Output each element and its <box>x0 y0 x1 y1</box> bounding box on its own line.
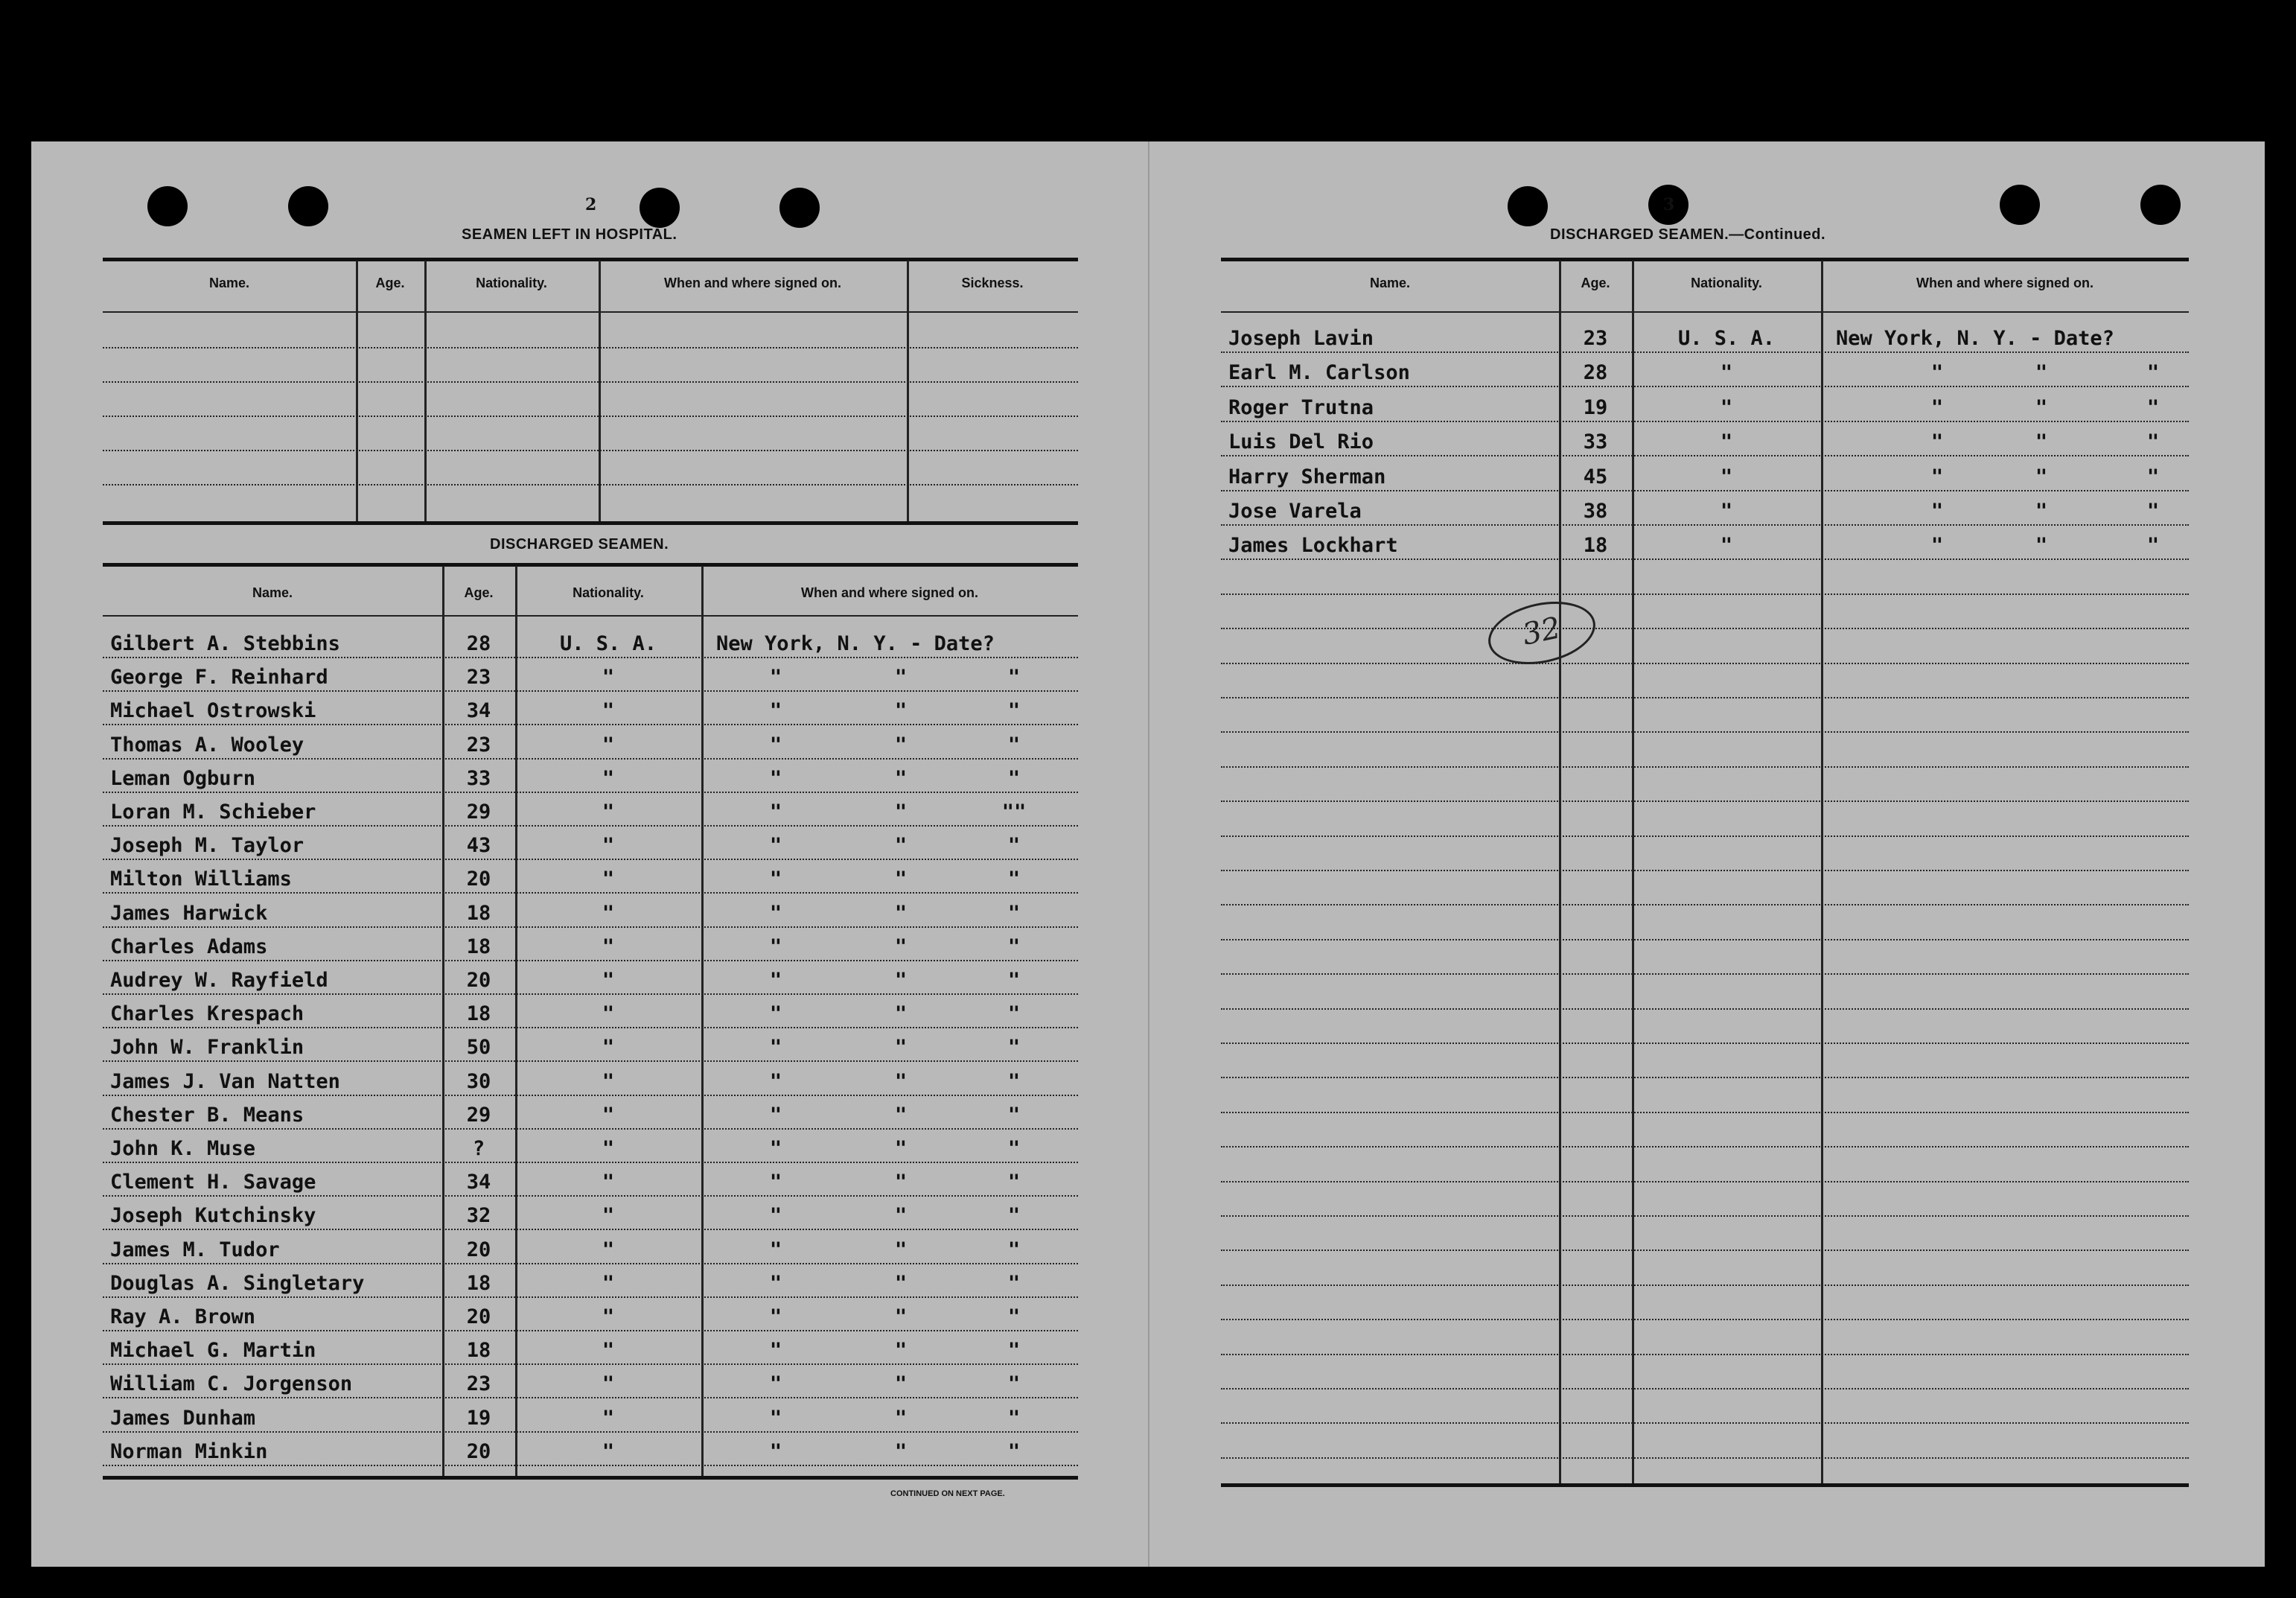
signed-on-ditto: " <box>894 901 908 925</box>
signed-on-ditto: " <box>1007 1271 1021 1295</box>
punch-hole <box>779 188 820 228</box>
table-row-blank <box>1221 1388 2189 1390</box>
seaman-nationality: " <box>1720 534 1733 558</box>
signed-on-ditto: " <box>894 1069 908 1093</box>
table-rule <box>1221 1483 2189 1487</box>
signed-on-ditto: " <box>1930 395 1944 419</box>
signed-on-ditto: " <box>2146 361 2160 385</box>
signed-on-ditto: " <box>769 666 782 690</box>
signed-on: New York, N. Y. - Date? <box>1836 327 2114 350</box>
seaman-name: Douglas A. Singletary <box>110 1271 365 1295</box>
signed-on-ditto: " <box>1007 1204 1021 1228</box>
table-rule <box>103 563 1078 567</box>
row-rule <box>103 1229 1078 1230</box>
continued-note: CONTINUED ON NEXT PAGE. <box>890 1489 1005 1498</box>
signed-on-ditto: " <box>769 901 782 925</box>
signed-on-ditto: " <box>769 1002 782 1026</box>
table-row-blank <box>1221 663 2189 664</box>
table-row-blank <box>1221 1008 2189 1010</box>
signed-on-ditto: " <box>1007 733 1021 757</box>
seaman-name: Luis Del Rio <box>1228 430 1374 454</box>
table-row-blank <box>1221 1146 2189 1147</box>
row-rule <box>103 724 1078 725</box>
row-rule <box>103 1363 1078 1365</box>
row-rule <box>103 1397 1078 1398</box>
table-row-blank <box>1221 1250 2189 1251</box>
table-rule <box>103 311 1078 313</box>
signed-on-ditto: " <box>769 1406 782 1430</box>
signed-on-ditto: " <box>769 1069 782 1093</box>
signed-on-ditto: " <box>769 1305 782 1328</box>
row-rule <box>103 859 1078 860</box>
page-number: 2 <box>585 195 597 214</box>
signed-on-ditto: " <box>769 733 782 757</box>
table-row-blank <box>1221 1285 2189 1286</box>
signed-on-ditto: " <box>1007 969 1021 992</box>
seaman-nationality: " <box>602 969 615 992</box>
signed-on-ditto: " <box>1007 868 1021 891</box>
seaman-age: 23 <box>466 733 491 757</box>
table-row-blank <box>1221 1215 2189 1217</box>
signed-on-ditto: " <box>894 733 908 757</box>
seaman-name: Michael Ostrowski <box>110 699 316 723</box>
seaman-nationality: U. S. A. <box>559 632 657 655</box>
seaman-name: Milton Williams <box>110 868 292 891</box>
table-row-blank <box>1221 628 2189 629</box>
row-rule <box>103 1027 1078 1028</box>
seaman-age: 20 <box>466 1305 491 1328</box>
row-rule <box>103 993 1078 995</box>
punch-hole <box>2140 185 2181 225</box>
punch-hole <box>2000 185 2040 225</box>
seaman-nationality: " <box>602 1439 615 1463</box>
seaman-age: 18 <box>466 901 491 925</box>
seaman-age: 23 <box>466 666 491 690</box>
seaman-age: 20 <box>466 1439 491 1463</box>
seaman-age: 19 <box>1583 395 1608 419</box>
signed-on-ditto: " <box>1007 1305 1021 1328</box>
seaman-name: Michael G. Martin <box>110 1339 316 1363</box>
signed-on-ditto: " <box>894 1137 908 1160</box>
seaman-name: Harry Sherman <box>1228 465 1386 488</box>
seaman-age: 30 <box>466 1069 491 1093</box>
signed-on-ditto: " <box>769 1339 782 1363</box>
signed-on-ditto: " <box>894 1103 908 1127</box>
seaman-nationality: " <box>602 800 615 824</box>
signed-on-ditto: " <box>769 1171 782 1194</box>
seaman-age: 50 <box>466 1036 491 1060</box>
seaman-nationality: " <box>1720 361 1733 385</box>
signed-on-ditto: " <box>1007 935 1021 958</box>
seaman-name: Leman Ogburn <box>110 766 256 790</box>
signed-on-ditto: " <box>894 969 908 992</box>
column-header-sickness: Sickness. <box>961 276 1024 290</box>
table-rule <box>103 258 1078 261</box>
row-rule <box>103 960 1078 961</box>
table-row-blank <box>1221 1319 2189 1320</box>
table-row-blank <box>1221 766 2189 768</box>
signed-on-ditto: " <box>1007 1339 1021 1363</box>
seaman-nationality: " <box>1720 500 1733 523</box>
seaman-age: 23 <box>1583 327 1608 350</box>
seaman-name: James Dunham <box>110 1406 256 1430</box>
seaman-nationality: " <box>602 1339 615 1363</box>
seaman-nationality: " <box>602 1204 615 1228</box>
signed-on-ditto: " <box>894 1171 908 1194</box>
signed-on-ditto: " <box>2035 395 2048 419</box>
document-sheet <box>31 141 2265 1567</box>
seaman-name: Joseph Kutchinsky <box>110 1204 316 1228</box>
seaman-name: James Harwick <box>110 901 268 925</box>
seaman-nationality: " <box>1720 465 1733 488</box>
signed-on-ditto: " <box>769 1036 782 1060</box>
signed-on-ditto: " <box>1007 666 1021 690</box>
seaman-name: Loran M. Schieber <box>110 800 316 824</box>
signed-on-ditto: " <box>1007 1137 1021 1160</box>
left-page <box>31 141 1148 1567</box>
seaman-name: Joseph M. Taylor <box>110 834 304 858</box>
punch-hole <box>640 188 680 228</box>
seaman-name: John W. Franklin <box>110 1036 304 1060</box>
seaman-nationality: " <box>602 935 615 958</box>
signed-on-ditto: " <box>2035 361 2048 385</box>
signed-on-ditto: " <box>2146 465 2160 488</box>
signed-on-ditto: " <box>1007 1036 1021 1060</box>
signed-on-ditto: " <box>2035 430 2048 454</box>
table-row-blank <box>1221 697 2189 698</box>
seaman-age: 43 <box>466 834 491 858</box>
section-title-discharged: DISCHARGED SEAMEN. <box>490 536 669 553</box>
signed-on-ditto: " <box>769 1103 782 1127</box>
signed-on-ditto: " <box>769 969 782 992</box>
seaman-name: Norman Minkin <box>110 1439 268 1463</box>
seaman-name: William C. Jorgenson <box>110 1372 353 1396</box>
seaman-age: 33 <box>466 766 491 790</box>
seaman-name: Chester B. Means <box>110 1103 304 1127</box>
seaman-nationality: " <box>602 766 615 790</box>
table-row-blank <box>1221 593 2189 595</box>
signed-on-ditto: " <box>894 699 908 723</box>
seaman-name: Charles Adams <box>110 935 268 958</box>
row-rule <box>1221 524 2189 526</box>
seaman-name: George F. Reinhard <box>110 666 328 690</box>
right-page <box>1148 141 2265 1567</box>
signed-on-ditto: " <box>769 699 782 723</box>
signed-on-ditto: " <box>769 868 782 891</box>
seaman-nationality: " <box>602 666 615 690</box>
seaman-age: 18 <box>466 935 491 958</box>
section-title-discharged-continued: DISCHARGED SEAMEN.—Continued. <box>1550 226 1826 243</box>
signed-on-ditto: " <box>1007 766 1021 790</box>
table-row-blank <box>103 450 1078 451</box>
row-rule <box>103 1095 1078 1096</box>
punch-hole <box>1508 186 1548 226</box>
signed-on-ditto: " <box>769 1238 782 1261</box>
signed-on-ditto: " <box>1930 361 1944 385</box>
signed-on-ditto: " <box>1007 1069 1021 1093</box>
seaman-age: 18 <box>466 1002 491 1026</box>
seaman-nationality: " <box>602 1305 615 1328</box>
seaman-nationality: " <box>602 733 615 757</box>
signed-on-ditto: " <box>894 834 908 858</box>
table-rule <box>103 521 1078 525</box>
seaman-age: 34 <box>466 699 491 723</box>
signed-on-ditto: " <box>1007 1406 1021 1430</box>
table-row-blank <box>103 484 1078 486</box>
signed-on-ditto: " <box>2146 395 2160 419</box>
signed-on-ditto: " <box>894 1204 908 1228</box>
signed-on-ditto: " <box>894 1339 908 1363</box>
seaman-name: James Lockhart <box>1228 534 1398 558</box>
seaman-name: Gilbert A. Stebbins <box>110 632 340 655</box>
seaman-age: 20 <box>466 969 491 992</box>
signed-on-ditto: " <box>894 1002 908 1026</box>
signed-on-ditto: " <box>894 935 908 958</box>
seaman-name: Thomas A. Wooley <box>110 733 304 757</box>
seaman-name: Jose Varela <box>1228 500 1362 523</box>
signed-on-ditto: " <box>1007 1439 1021 1463</box>
column-header-age: Age. <box>375 276 405 290</box>
seaman-name: James M. Tudor <box>110 1238 280 1261</box>
row-rule <box>103 1296 1078 1298</box>
seaman-name: Earl M. Carlson <box>1228 361 1410 385</box>
column-header-age: Age. <box>464 585 494 600</box>
column-divider <box>599 261 601 521</box>
row-rule <box>103 1465 1078 1466</box>
row-rule <box>103 1128 1078 1130</box>
seaman-nationality: " <box>602 1171 615 1194</box>
signed-on-ditto: " <box>769 1137 782 1160</box>
table-row-blank <box>1221 1042 2189 1044</box>
row-rule <box>1221 351 2189 353</box>
table-row-blank <box>103 347 1078 348</box>
table-row-blank <box>1221 1422 2189 1424</box>
signed-on-ditto: " <box>894 1372 908 1396</box>
signed-on-ditto: " <box>894 868 908 891</box>
signed-on-ditto: " <box>894 666 908 690</box>
signed-on-ditto: " <box>894 1305 908 1328</box>
signed-on-ditto: " <box>769 800 782 824</box>
signed-on-ditto: " <box>1007 1171 1021 1194</box>
table-row-blank <box>1221 1354 2189 1355</box>
table-row-blank <box>1221 800 2189 802</box>
signed-on-ditto: " <box>1007 1002 1021 1026</box>
page-number: 3 <box>1663 195 1675 214</box>
signed-on-ditto: " <box>769 834 782 858</box>
column-header-nationality: Nationality. <box>1691 276 1762 290</box>
signed-on-ditto: " <box>1930 500 1944 523</box>
row-rule <box>103 657 1078 658</box>
seaman-name: Roger Trutna <box>1228 395 1374 419</box>
seaman-age: 23 <box>466 1372 491 1396</box>
seaman-age: 18 <box>466 1339 491 1363</box>
row-rule <box>103 1060 1078 1062</box>
signed-on-ditto: " <box>2146 500 2160 523</box>
signed-on-ditto: " <box>2146 534 2160 558</box>
column-header-name: Name. <box>208 276 250 290</box>
signed-on-ditto: " <box>1930 430 1944 454</box>
row-rule <box>103 1195 1078 1197</box>
seaman-age: 29 <box>466 1103 491 1127</box>
signed-on-ditto: " <box>894 1238 908 1261</box>
seaman-name: Joseph Lavin <box>1228 327 1374 350</box>
signed-on-ditto: " <box>1007 1103 1021 1127</box>
signed-on-ditto: " <box>1930 534 1944 558</box>
signed-on-ditto: " <box>894 766 908 790</box>
row-rule <box>103 825 1078 827</box>
punch-hole <box>288 186 328 226</box>
seaman-age: 18 <box>466 1271 491 1295</box>
column-header-signed-on: When and where signed on. <box>663 276 842 290</box>
table-row-blank <box>1221 731 2189 733</box>
table-row-blank <box>1221 870 2189 871</box>
seaman-age: 38 <box>1583 500 1608 523</box>
punch-hole <box>147 186 188 226</box>
table-row-blank <box>1221 939 2189 940</box>
column-header-age: Age. <box>1581 276 1610 290</box>
seaman-nationality: U. S. A. <box>1677 327 1776 350</box>
seaman-nationality: " <box>602 1238 615 1261</box>
row-rule <box>1221 386 2189 387</box>
table-row-blank <box>1221 1112 2189 1113</box>
table-rule <box>1221 258 2189 261</box>
seaman-name: Clement H. Savage <box>110 1171 316 1194</box>
seaman-age: 19 <box>466 1406 491 1430</box>
table-rule <box>1221 311 2189 313</box>
seaman-age: 33 <box>1583 430 1608 454</box>
signed-on-ditto: " <box>769 1271 782 1295</box>
seaman-nationality: " <box>602 901 615 925</box>
signed-on-ditto: " <box>2146 430 2160 454</box>
signed-on-ditto: " <box>2035 534 2048 558</box>
signed-on-ditto: " <box>894 1036 908 1060</box>
seaman-nationality: " <box>602 1406 615 1430</box>
seaman-age: 20 <box>466 868 491 891</box>
seaman-nationality: " <box>1720 395 1733 419</box>
signed-on-ditto: " <box>894 800 908 824</box>
signed-on-ditto: " <box>894 1439 908 1463</box>
seaman-age: 45 <box>1583 465 1608 488</box>
row-rule <box>103 690 1078 692</box>
seaman-age: 28 <box>466 632 491 655</box>
table-rule <box>103 615 1078 617</box>
table-rule <box>103 1476 1078 1480</box>
row-rule <box>103 792 1078 793</box>
signed-on: New York, N. Y. - Date? <box>716 632 995 655</box>
signed-on-ditto: " <box>1007 901 1021 925</box>
row-rule <box>103 926 1078 928</box>
table-row-blank <box>1221 1457 2189 1459</box>
section-title-hospital: SEAMEN LEFT IN HOSPITAL. <box>462 226 677 243</box>
column-divider <box>701 566 704 1476</box>
seaman-nationality: " <box>602 1271 615 1295</box>
row-rule <box>1221 558 2189 560</box>
table-row-blank <box>1221 835 2189 837</box>
signed-on-ditto: " <box>769 1204 782 1228</box>
seaman-age: 20 <box>466 1238 491 1261</box>
row-rule <box>103 1162 1078 1163</box>
seaman-age: 29 <box>466 800 491 824</box>
signed-on-ditto: " <box>2035 500 2048 523</box>
seaman-nationality: " <box>602 1103 615 1127</box>
row-rule <box>103 1431 1078 1433</box>
seaman-nationality: " <box>602 834 615 858</box>
seaman-name: Ray A. Brown <box>110 1305 256 1328</box>
row-rule <box>1221 490 2189 491</box>
signed-on-ditto: " <box>1007 1372 1021 1396</box>
seaman-nationality: " <box>602 1137 615 1160</box>
seaman-name: Charles Krespach <box>110 1002 304 1026</box>
table-row-blank <box>1221 1077 2189 1078</box>
column-header-signed-on: When and where signed on. <box>1916 276 2094 290</box>
seaman-nationality: " <box>602 1372 615 1396</box>
signed-on-ditto: " <box>769 1372 782 1396</box>
column-header-nationality: Nationality. <box>573 585 644 600</box>
row-rule <box>103 1263 1078 1264</box>
seaman-nationality: " <box>602 868 615 891</box>
seaman-name: Audrey W. Rayfield <box>110 969 328 992</box>
table-row-blank <box>1221 973 2189 975</box>
seaman-age: 34 <box>466 1171 491 1194</box>
seaman-age: 32 <box>466 1204 491 1228</box>
signed-on-ditto: " <box>1007 1238 1021 1261</box>
seaman-name: John K. Muse <box>110 1137 256 1160</box>
handwritten-circled-number: 32 <box>1482 593 1601 674</box>
column-header-signed-on: When and where signed on. <box>800 585 979 600</box>
row-rule <box>103 1330 1078 1331</box>
table-row-blank <box>103 416 1078 417</box>
signed-on-ditto: " <box>2035 465 2048 488</box>
column-header-name: Name. <box>1369 276 1411 290</box>
table-row-blank <box>103 381 1078 383</box>
signed-on-ditto: "" <box>1001 800 1027 824</box>
column-header-nationality: Nationality. <box>476 276 547 290</box>
signed-on-ditto: " <box>894 1406 908 1430</box>
seaman-nationality: " <box>1720 430 1733 454</box>
row-rule <box>103 892 1078 894</box>
signed-on-ditto: " <box>769 935 782 958</box>
column-divider <box>907 261 909 521</box>
signed-on-ditto: " <box>1007 699 1021 723</box>
signed-on-ditto: " <box>769 766 782 790</box>
signed-on-ditto: " <box>1007 834 1021 858</box>
table-row-blank <box>1221 1181 2189 1182</box>
signed-on-ditto: " <box>769 1439 782 1463</box>
seaman-nationality: " <box>602 1036 615 1060</box>
seaman-age: ? <box>472 1137 485 1160</box>
row-rule <box>1221 421 2189 422</box>
seaman-nationality: " <box>602 699 615 723</box>
seaman-age: 18 <box>1583 534 1608 558</box>
seaman-nationality: " <box>602 1069 615 1093</box>
signed-on-ditto: " <box>894 1271 908 1295</box>
column-header-name: Name. <box>252 585 293 600</box>
column-divider <box>356 261 358 521</box>
seaman-name: James J. Van Natten <box>110 1069 340 1093</box>
column-divider <box>1821 261 1823 1483</box>
row-rule <box>103 758 1078 760</box>
table-row-blank <box>1221 904 2189 905</box>
signed-on-ditto: " <box>1930 465 1944 488</box>
seaman-age: 28 <box>1583 361 1608 385</box>
seaman-nationality: " <box>602 1002 615 1026</box>
row-rule <box>1221 455 2189 456</box>
column-divider <box>424 261 427 521</box>
